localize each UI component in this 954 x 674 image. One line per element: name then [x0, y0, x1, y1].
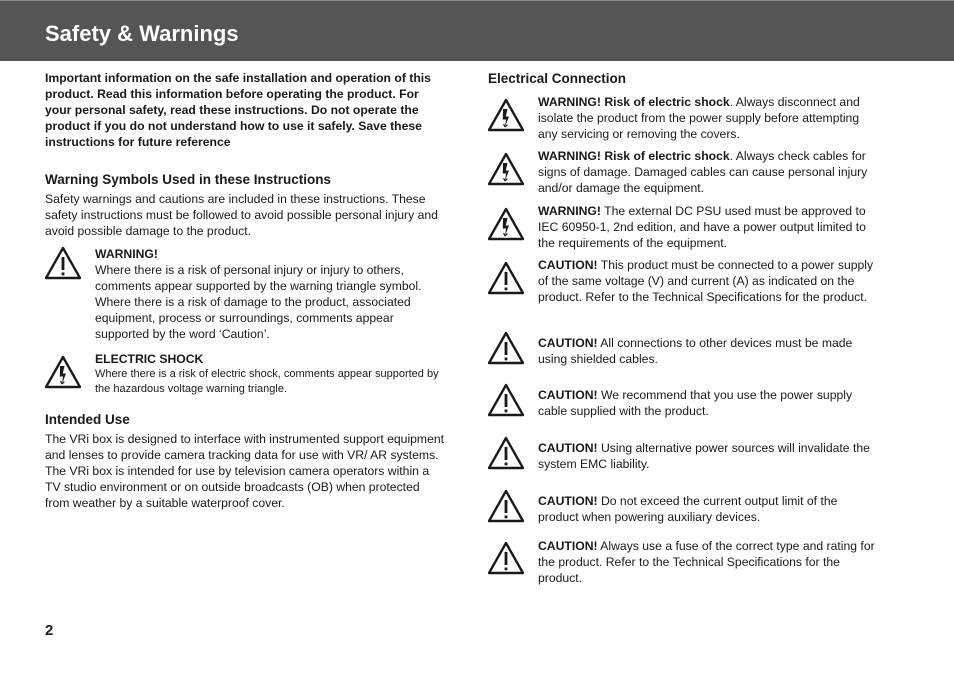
item-lead: WARNING!	[538, 204, 601, 218]
page-number: 2	[45, 622, 54, 639]
item-text: . Always disconnect and isolate the product from the power supply before attempting any servicing or removing the covers.	[538, 95, 860, 141]
item-lead: CAUTION!	[538, 258, 598, 272]
warning-triangle-icon	[488, 489, 524, 523]
warning-symbol-block	[45, 246, 445, 346]
item-lead: CAUTION!	[538, 539, 598, 553]
warning-triangle-icon	[488, 261, 524, 295]
warning-triangle-icon	[488, 331, 524, 365]
caution-item	[488, 257, 880, 305]
symbols-paragraph: Safety warnings and cautions are included in these instructions. These safety instructions must be followed to avoid possible personal injury and avoid possible damage to the product.	[45, 192, 438, 238]
warning-item	[488, 203, 880, 251]
electric-shock-icon	[45, 355, 81, 389]
warning-title: WARNING!	[95, 247, 158, 261]
page-header	[0, 0, 954, 61]
item-lead: WARNING! Risk of electric shock	[538, 95, 730, 109]
page-title: Safety & Warnings	[45, 21, 239, 46]
item-lead: WARNING! Risk of electric shock	[538, 149, 730, 163]
warning-triangle-icon	[45, 246, 81, 280]
caution-item	[488, 387, 880, 419]
electric-shock-description: Where there is a risk of electric shock, comments appear supported by the hazardous voltage warning triangle.	[95, 368, 439, 395]
item-text: Do not exceed the current output limit of the product when powering auxiliary devices.	[538, 494, 838, 524]
electric-shock-icon	[488, 98, 524, 132]
left-column	[45, 70, 445, 511]
caution-item	[488, 440, 880, 472]
caution-item	[488, 538, 880, 586]
item-lead: CAUTION!	[538, 441, 598, 455]
intro-paragraph: Important information on the safe installation and operation of this product. Read this information before operating the product. For your personal safety, read these instructions. Do not operate the product if you do not understand how to use it safely. Save these instructions for future reference	[45, 71, 431, 149]
electric-shock-icon	[488, 152, 524, 186]
warning-item	[488, 148, 880, 196]
electric-shock-symbol-block	[45, 351, 445, 399]
right-column	[488, 70, 880, 585]
item-text: All connections to other devices must be made using shielded cables.	[538, 336, 853, 366]
electrical-connection-heading: Electrical Connection	[488, 71, 627, 86]
warning-item	[488, 94, 880, 142]
warning-triangle-icon	[488, 383, 524, 417]
electric-shock-title: ELECTRIC SHOCK	[95, 352, 204, 366]
item-lead: CAUTION!	[538, 336, 598, 350]
item-text: We recommend that you use the power supply cable supplied with the product.	[538, 388, 853, 418]
warning-triangle-icon	[488, 436, 524, 470]
item-lead: CAUTION!	[538, 494, 598, 508]
warning-description: Where there is a risk of personal injury or injury to others, comments appear supported by the warning triangle symbol. Where there is a risk of damage to the product, associated equipment, process or surroundings, comments appear supported by the word ‘Caution’.	[95, 263, 422, 341]
intended-use-paragraph: The VRi box is designed to interface with instrumented support equipment and lenses to provide camera tracking data for use with VR/ AR systems. The VRi box is intended for use by television camera operators within a TV studio environment or on outside broadcasts (OB) when protected from weather by a suitable waterproof cover.	[45, 432, 445, 510]
item-text: Using alternative power sources will invalidate the system EMC liability.	[538, 441, 870, 471]
intended-use-heading: Intended Use	[45, 412, 130, 427]
item-lead: CAUTION!	[538, 388, 598, 402]
item-text: The external DC PSU used must be approved to IEC 60950-1, 2nd edition, and have a power output limited to the requirements of the equipment.	[538, 204, 866, 250]
item-text: Always use a fuse of the correct type and rating for the product. Refer to the Technical Specifications for the product.	[538, 539, 875, 585]
caution-item	[488, 335, 880, 367]
electric-shock-icon	[488, 207, 524, 241]
caution-item	[488, 493, 880, 525]
symbols-heading: Warning Symbols Used in these Instructions	[45, 172, 332, 187]
item-text: This product must be connected to a power supply of the same voltage (V) and current (A) as indicated on the product. Refer to the Technical Specifications for the product.	[538, 258, 874, 304]
warning-triangle-icon	[488, 541, 524, 575]
item-text: . Always check cables for signs of damage. Damaged cables can cause personal injury and/or damage the equipment.	[538, 149, 868, 195]
